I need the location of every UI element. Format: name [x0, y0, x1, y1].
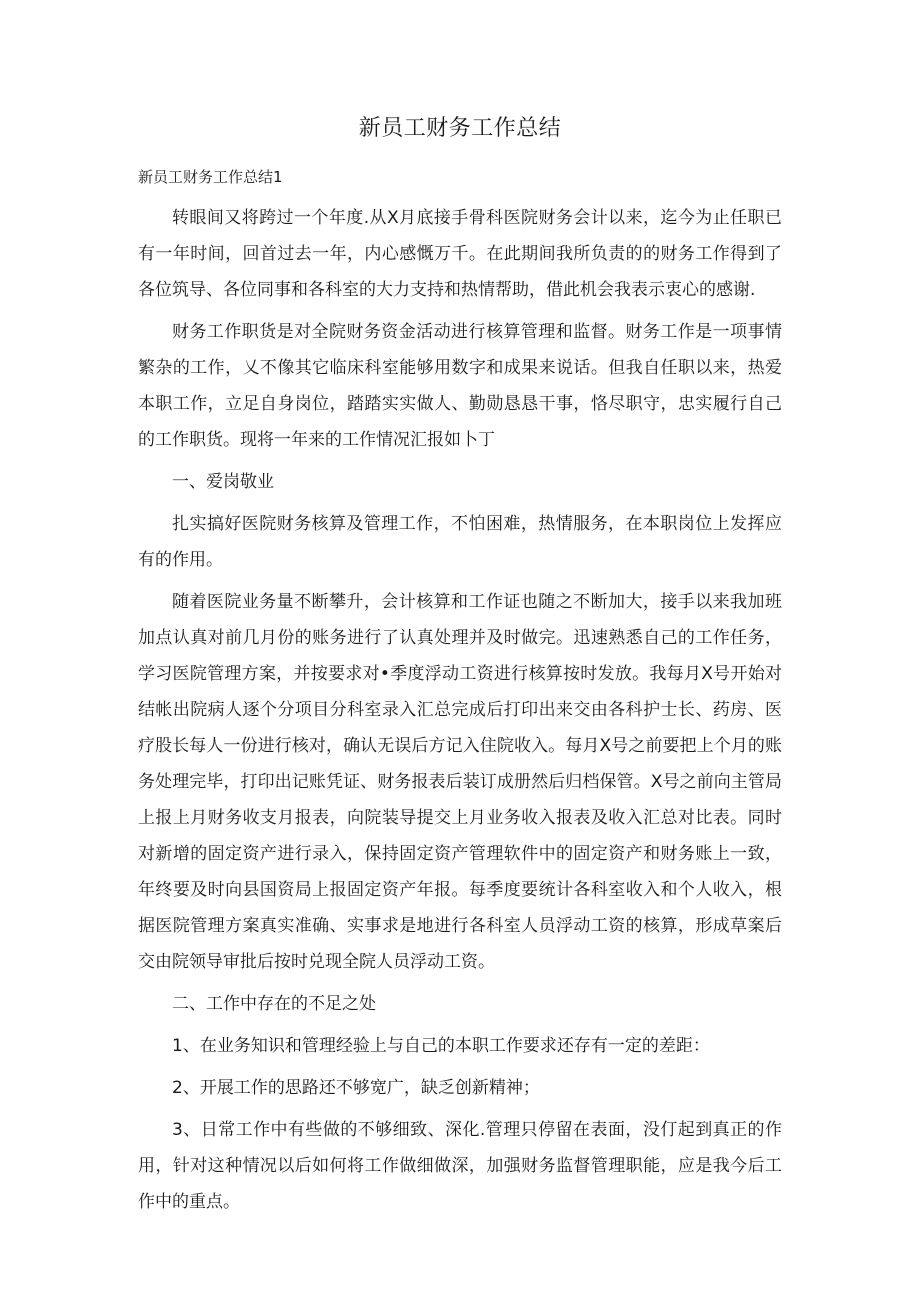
list-item-2: 2、开展工作的思路还不够宽广，缺乏创新精神；	[172, 1078, 540, 1098]
section-heading-2: 二、工作中存在的不足之处	[172, 994, 376, 1014]
paragraph-section-1-intro: 扎实搞好医院财务核算及管理工作，不怕困难，热情服务，在本职岗位上发挥应有的作用。	[138, 514, 782, 570]
paragraph-section-1-detail: 随着医院业务量不断攀升，会计核算和工作证也随之不断加大，接手以来我加班加点认真对前几月份的账务进行了认真处理并及时做完。迅速熟悉自己的工作任务，学习医院管理方案，并按要求对•季度浮动工资进行核算按时发放。我每月X号开始对结帐出院病人逐个分项目分科室录入汇总完成后打印出来交由各科护士长、药房、医疗股长每人一份进行核对，确认无误后方记入住院收入。每月X号之前要把上个月的账务处理完毕，打印出记账凭证、财务报表后装订成册然后归档保管。X号之前向主管局上报上月财务收支月报表，向院装导提交上月业务收入报表及收入汇总对比表。同时对新增的固定资产进行录入，保持固定资产管理软件中的固定资产和财务账上一致，年终要及时向县国资局上报固定资产年报。每季度要统计各科室收入和个人收入，根据医院管理方案真实准确、实事求是地进行各科室人员浮动工资的核算，形成草案后交由院领导审批后按时兑现全院人员浮动工资。	[138, 592, 782, 972]
list-item-1: 1、在业务知识和管理经验上与自己的本职工作要求还存有一定的差距：	[172, 1036, 710, 1056]
document-title: 新员工财务工作总结	[358, 116, 562, 141]
document-subtitle: 新员工财务工作总结1	[138, 168, 283, 186]
list-item-3: 3、日常工作中有些做的不够细致、深化.管理只停留在表面，没仃起到真正的作用，针对这种情况以后如何将工作做细做深，加强财务监督管理职能，应是我今后工作中的重点。	[138, 1120, 782, 1212]
paragraph-intro: 转眼间又将跨过一个年度.从X月底接手骨科医院财务会计以来，迄今为止任职已有一年时间，回首过去一年，内心感慨万千。在此期间我所负责的的财务工作得到了各位筑导、各位同事和各科室的大力支持和热情帮助，借此机会我表示衷心的感谢.	[138, 208, 782, 300]
section-heading-1: 一、爱岗敬业	[172, 472, 274, 492]
paragraph-duties: 财务工作职货是对全院财务资金活动进行核算管理和监督。财务工作是一项事情繁杂的工作，乂不像其它临床科室能够用数字和成果来说话。但我自任职以来，热爱本职工作，立足自身岗位，踏踏实实做人、勤勋恳恳干事，恪尽职守，忠实履行自己的工作职货。现将一年来的工作情况汇报如卜丁	[138, 322, 782, 450]
